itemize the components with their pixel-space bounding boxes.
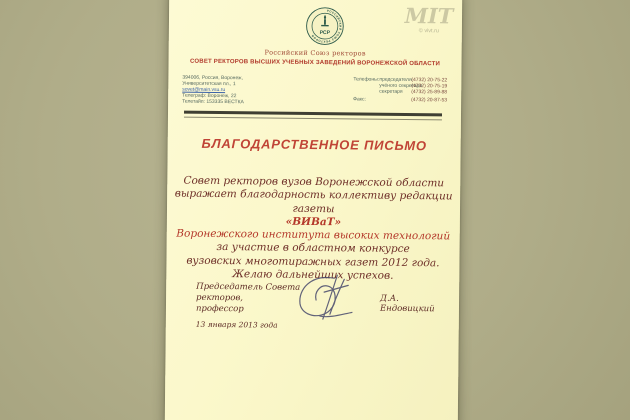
council-name: СОВЕТ РЕКТОРОВ ВЫСШИХ УЧЕБНЫХ ЗАВЕДЕНИЙ ВОРОНЕЖСКОЙ ОБЛАСТИ [190, 58, 441, 68]
union-name: Российский Союз ректоров [264, 48, 366, 58]
signature-icon [290, 272, 371, 327]
phones-label: Телефоны: [353, 76, 380, 83]
watermark [398, 4, 460, 35]
fax-number: (4732) 20-87-53 [411, 97, 448, 104]
body-line: Совет ректоров вузов Воронежской области [183, 174, 445, 190]
phone-role: председателя [379, 76, 412, 84]
body-line: выражает благодарность коллективу редакции газеты [174, 187, 453, 215]
signer-position-line: профессор [195, 303, 244, 315]
seal-emblem-icon [305, 6, 345, 46]
address-line: Телетайп: 153335 ВЕСТКА [182, 98, 244, 105]
phone-number: (4732) 20-75-22 [411, 77, 448, 84]
letter-paper [165, 0, 463, 420]
watermark-logo: МІТ [404, 2, 454, 29]
body-line: за участие в областном конкурсе [216, 241, 410, 256]
institute-name: Воронежского института высоких технологий [176, 227, 451, 243]
address-column [182, 76, 292, 107]
seal-abbr: РСР [319, 29, 331, 37]
signer-name: Д.А. Ендовицкий [379, 293, 435, 315]
seal-ring-text: РОССИЙСКИЙ СОЮЗ РЕКТОРОВ [310, 8, 343, 44]
phone-role: секретаря [379, 88, 403, 95]
contact-block [182, 76, 448, 115]
address-line: Университетская пл., 1 [182, 80, 236, 88]
divider-thin [184, 117, 442, 121]
address-line: 394006, Россия, Воронеж, [182, 74, 243, 82]
fax-label: Факс: [353, 96, 366, 103]
signer-position-line: Председатель Совета ректоров, [196, 281, 301, 304]
address-email: sovet@main.vsu.ru [182, 86, 226, 93]
watermark-credit: © vivt.ru [418, 28, 440, 35]
phone-number: (4732) 20-75-19 [411, 82, 448, 90]
body-line: вузовских многотиражных газет 2012 года. [186, 254, 440, 270]
rectors-union-seal [305, 6, 345, 46]
address-line: Телеграф: Воронеж, 22 [182, 92, 237, 99]
letter-body [166, 174, 460, 283]
handwritten-signature [290, 272, 371, 327]
phone-role: учёного секретаря [379, 82, 422, 90]
phone-numbers-column [411, 78, 459, 105]
body-line: Желаю дальнейших успехов. [232, 268, 394, 282]
letter-title: БЛАГОДАРСТВЕННОЕ ПИСЬМО [201, 135, 427, 154]
gazette-name: «ВИВаТ» [285, 215, 342, 229]
phone-number: (4732) 25-89-88 [411, 88, 448, 96]
letter-date: 13 января 2013 года [195, 319, 278, 330]
